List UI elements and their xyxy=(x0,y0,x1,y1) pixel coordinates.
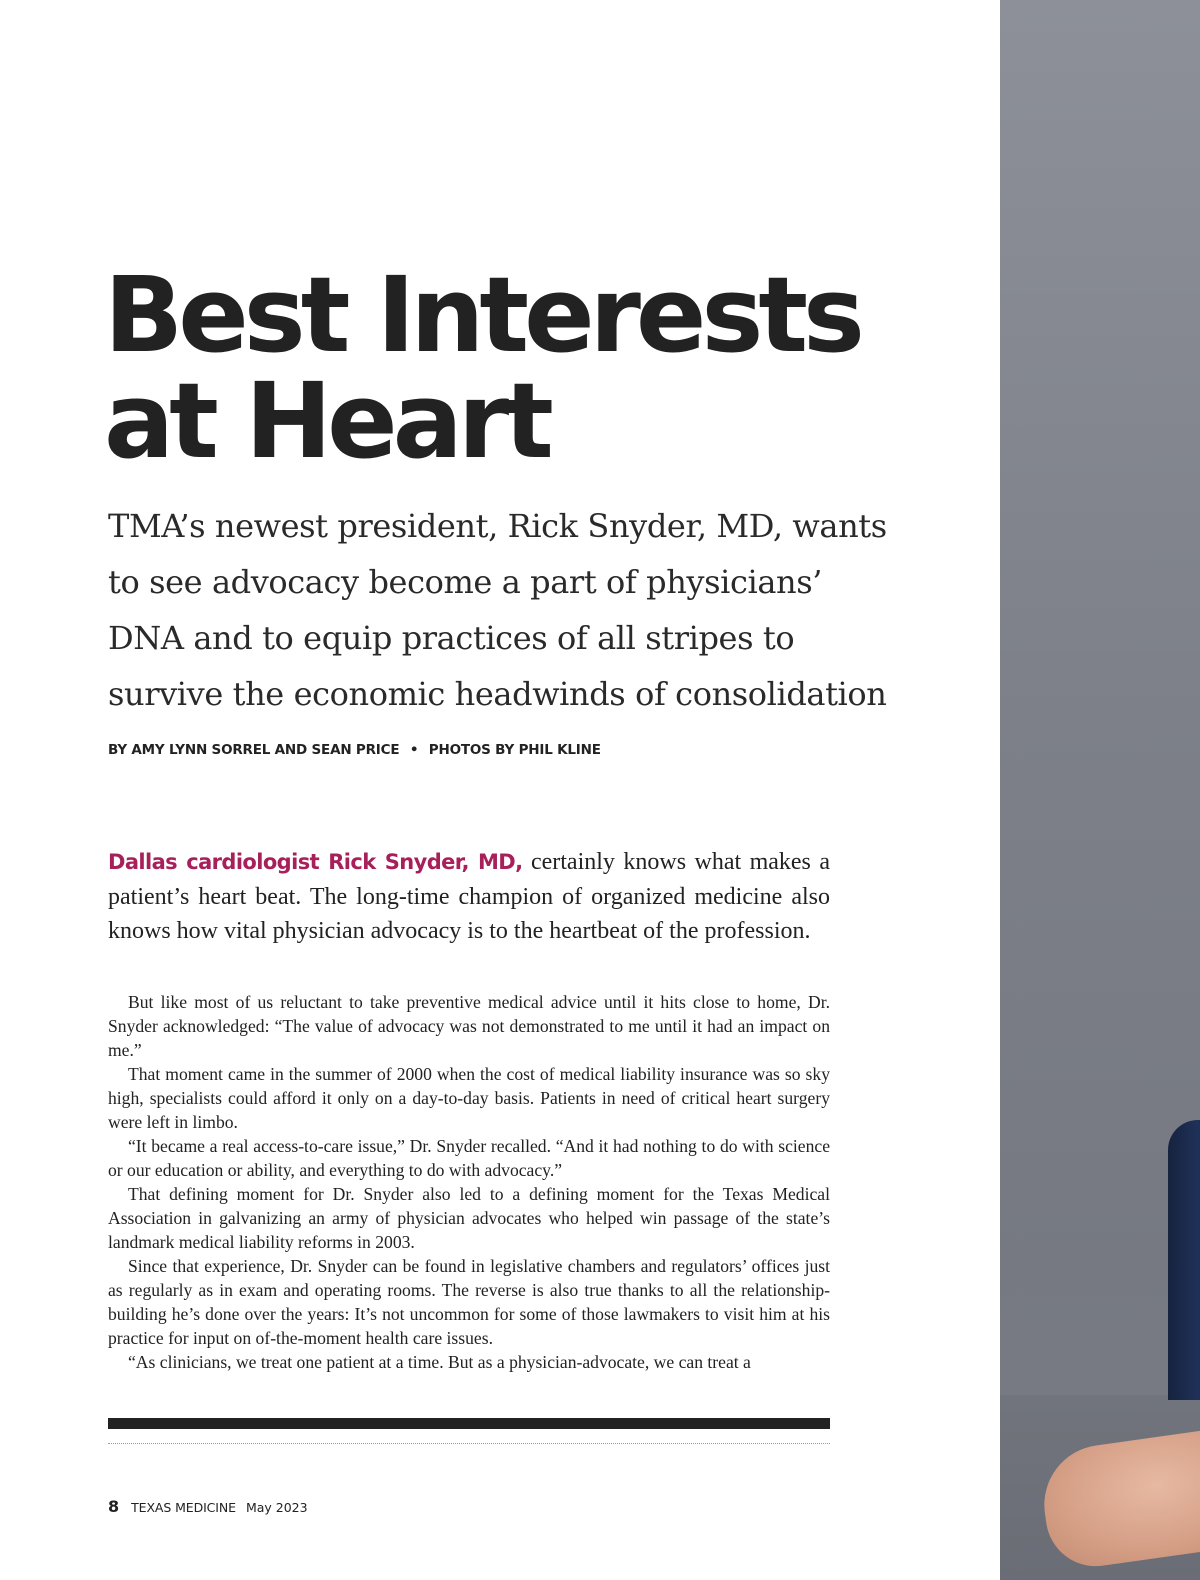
title-line-1: Best Interests xyxy=(104,254,860,376)
lead-paragraph xyxy=(108,845,830,949)
article-dek: TMA’s newest president, Rick Snyder, MD, wants to see advocacy become a part of physicians’ DNA and to equip practices of all stripes to survive the economic headwinds of consolidation xyxy=(108,507,887,713)
publication-name: TEXAS MEDICINE xyxy=(131,1500,236,1515)
body-paragraph: That moment came in the summer of 2000 when the cost of medical liability insurance was so sky high, specialists could afford it only on a day-to-day basis. Patients in need of critical heart surgery were left in limbo. xyxy=(108,1064,830,1132)
body-paragraph: Since that experience, Dr. Snyder can be found in legislative chambers and regulators’ offices just as regularly as in exam and operating rooms. The reverse is also true thanks to all the relationship-building he’s done over the years: It’s not uncommon for some of those lawmakers to visit him at his practice for input on of-the-moment health care issues. xyxy=(108,1256,830,1348)
article-body xyxy=(108,990,830,1374)
byline-separator: • xyxy=(409,742,419,758)
photo-jacket-sleeve xyxy=(1168,1120,1200,1400)
page-number: 8 xyxy=(108,1497,120,1516)
lead-text: certainly knows what makes a patient’s heart beat. The long-time champion of organized medicine also knows how vital physician advocacy is to the heartbeat of the profession. xyxy=(108,849,830,944)
body-paragraph: “As clinicians, we treat one patient at a time. But as a physician-advocate, we can treat a xyxy=(128,1352,751,1372)
byline xyxy=(108,740,828,760)
page-footer xyxy=(108,1497,308,1518)
cover-photo xyxy=(1000,0,1200,1580)
title-line-2: at Heart xyxy=(104,360,549,482)
byline-photos: PHOTOS BY PHIL KLINE xyxy=(428,742,601,758)
article-title xyxy=(104,254,964,482)
footer-thick-rule xyxy=(108,1418,830,1429)
body-paragraph: But like most of us reluctant to take preventive medical advice until it hits close to home, Dr. Snyder acknowledged: “The value of advocacy was not demonstrated to me until it had an impact on me.” xyxy=(108,992,830,1060)
body-paragraph: That defining moment for Dr. Snyder also led to a defining moment for the Texas Medical Association in galvanizing an army of physician advocates who helped win passage of the state’s landmark medical liability reforms in 2003. xyxy=(108,1184,830,1252)
issue-date: May 2023 xyxy=(245,1500,308,1515)
lead-name: Dallas cardiologist Rick Snyder, MD, xyxy=(108,850,523,874)
byline-authors: BY AMY LYNN SORREL AND SEAN PRICE xyxy=(108,742,400,758)
body-paragraph: “It became a real access-to-care issue,” Dr. Snyder recalled. “And it had nothing to do with science or our education or ability, and everything to do with advocacy.” xyxy=(108,1136,830,1180)
footer-dotted-rule xyxy=(108,1443,830,1444)
